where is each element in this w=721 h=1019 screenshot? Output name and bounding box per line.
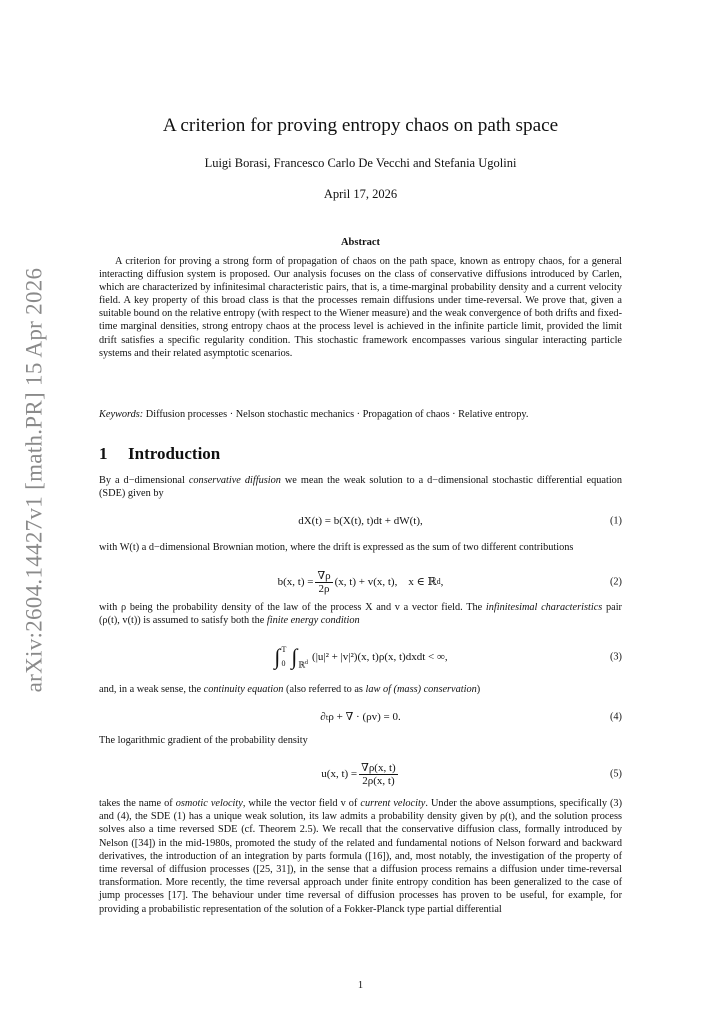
abstract-heading: Abstract [340, 237, 381, 248]
equation-3-expression [273, 643, 447, 671]
arxiv-identifier-stamp [20, 267, 48, 693]
paragraph-3-text-a: with ρ being the probability density of the law of the process X and v a vector field. The [99, 602, 486, 613]
paragraph-4-emphasis-1: continuity equation [203, 684, 284, 695]
paragraph-1-text-b: we mean the weak solution to a d−dimensional stochastic differential equation (SDE) given by [99, 475, 622, 500]
paragraph-6-emphasis-1: osmotic velocity [175, 798, 243, 809]
paragraph-6-text-c: . Under the above assumptions, specifically (3) and (4), the SDE (1) has a unique weak solution, its law admits a probability density given by ρ(t), and the solution process solves also a time reversed SDE (cf. Theorem 2.5). We recall that the conservative diffusion class, formally introduced by Nelson ([34]) in the mid-1980s, promoted the study of the related and fundamental notions of Nelson forward and backward derivatives, the introduction of an integration by parts formula ([16]), and, most notably, the investigation of the property of time reversal of diffusion processes ([25, 31]), in the sense that a diffusion process remains a diffusion under time-reversal transformation. More recently, the time reversal approach under finite entropy condition has been generalized to the case of jump processes [17]. The behaviour under time reversal of diffusion processes has proven to be useful, for example, for providing a probabilistic representation of the solution of a Fokker-Planck type partial differential [99, 798, 623, 915]
page-number: 1 [357, 980, 364, 991]
integral-lower-limit: 0 [281, 659, 286, 668]
section-number: 1 [99, 444, 108, 463]
keywords-line [99, 408, 622, 421]
paragraph-4-emphasis-2: law of (mass) conservation [365, 684, 477, 695]
paragraph-1-text-a: By a d−dimensional [99, 475, 189, 486]
equation-2-number: (2) [609, 576, 622, 588]
equation-3 [99, 638, 622, 676]
equation-4-body: ∂ₜρ + ∇ · (ρv) = 0. [320, 710, 401, 723]
paper-page [99, 0, 622, 1019]
equation-2-rhs: (x, t) + v(x, t), x ∈ ℝ [334, 575, 437, 588]
paragraph-4-text-c: ) [476, 684, 481, 695]
integral-sign-space: ∫ [291, 644, 298, 669]
paper-date: April 17, 2026 [323, 187, 398, 201]
paragraph-3-emphasis-1: infinitesimal characteristics [485, 602, 603, 613]
keywords-text: Diffusion processes · Nelson stochastic mechanics · Propagation of chaos · Relative entropy. [143, 409, 529, 420]
equation-5-lhs: u(x, t) = [321, 767, 358, 780]
paragraph-2: with W(t) a d−dimensional Brownian motion, where the drift is expressed as the sum of two different contributions [99, 542, 574, 553]
paper-title: A criterion for proving entropy chaos on path space [162, 115, 559, 136]
integral-upper-limit: T [281, 645, 287, 654]
integral-domain [298, 660, 308, 671]
section-title: Introduction [128, 444, 221, 463]
equation-4 [99, 702, 622, 732]
integral-sign-time: ∫ [274, 644, 281, 669]
equation-2 [99, 565, 622, 599]
keywords-label: Keywords: [99, 409, 144, 420]
equation-1-number: (1) [609, 515, 622, 527]
equation-1-body: dX(t) = b(X(t), t)dt + dW(t), [298, 514, 423, 527]
equation-2-end: , [440, 575, 444, 588]
equation-1 [99, 506, 622, 536]
equation-4-number: (4) [609, 711, 622, 723]
paragraph-5: The logarithmic gradient of the probability density [99, 735, 308, 746]
equation-2-fraction-numerator: ∇ρ [317, 569, 331, 582]
arxiv-identifier-text: arXiv:2604.14427v1 [math.PR] 15 Apr 2026 [21, 267, 47, 693]
section-heading [99, 443, 622, 465]
paragraph-1 [99, 474, 622, 500]
paragraph-6-text-a: takes the name of [99, 798, 176, 809]
equation-2-superscript: d [436, 576, 441, 586]
equation-2-fraction-denominator: 2ρ [318, 582, 330, 595]
paragraph-4 [99, 683, 622, 696]
paragraph-6-text-b: , while the vector field v of [242, 798, 361, 809]
equation-2-fraction [315, 570, 332, 595]
paragraph-6 [99, 797, 622, 916]
equation-5-fraction-denominator: 2ρ(x, t) [362, 774, 395, 787]
equation-5 [99, 756, 622, 792]
integral-domain-dimension: d [305, 659, 309, 666]
paragraph-4-text-b: (also referred to as [283, 684, 366, 695]
equation-2-lhs: b(x, t) = [277, 575, 314, 588]
integral-domain-set: ℝ [298, 660, 306, 670]
paragraph-4-text-a: and, in a weak sense, the [99, 684, 204, 695]
equation-5-fraction [359, 762, 398, 787]
paragraph-3-text-b: pair (ρ(t), v(t)) is assumed to satisfy both the [99, 602, 622, 627]
abstract-body: A criterion for proving a strong form of propagation of chaos on the path space, known as entropy chaos, for a general interacting diffusion system is proposed. Our analysis focuses on the class of conservative diffusions introduced by Carlen, which are characterized by infinitesimal characteristic pairs, that is, a time-marginal probability density and a current velocity field. A key property of this broad class is that the processes remain diffusions under time-reversal. We prove that, given a suitable bound on the relative entropy (with respect to the Wiener measure) and the weak convergence of both drifts and fixed-time marginal densities, strong entropy chaos at the process level is achieved in the infinite particle limit, provided the limit drift satisfies a specific regularity condition. This stochastic framework encompasses various singular interacting particle systems and their related asymptotic scenarios. [99, 256, 622, 359]
equation-3-number: (3) [609, 651, 622, 663]
paragraph-3 [99, 601, 622, 627]
integral-limits [281, 643, 286, 671]
paragraph-6-emphasis-2: current velocity [360, 798, 426, 809]
paragraph-3-emphasis-2: finite energy condition [266, 615, 360, 627]
equation-5-number: (5) [609, 768, 622, 780]
paragraph-1-emphasis: conservative diffusion [188, 475, 281, 486]
equation-5-fraction-numerator: ∇ρ(x, t) [361, 761, 396, 774]
equation-3-body: (|u|² + |v|²)(x, t)ρ(x, t)dxdt < ∞, [312, 650, 448, 663]
paper-authors: Luigi Borasi, Francesco Carlo De Vecchi and Stefania Ugolini [204, 156, 517, 170]
